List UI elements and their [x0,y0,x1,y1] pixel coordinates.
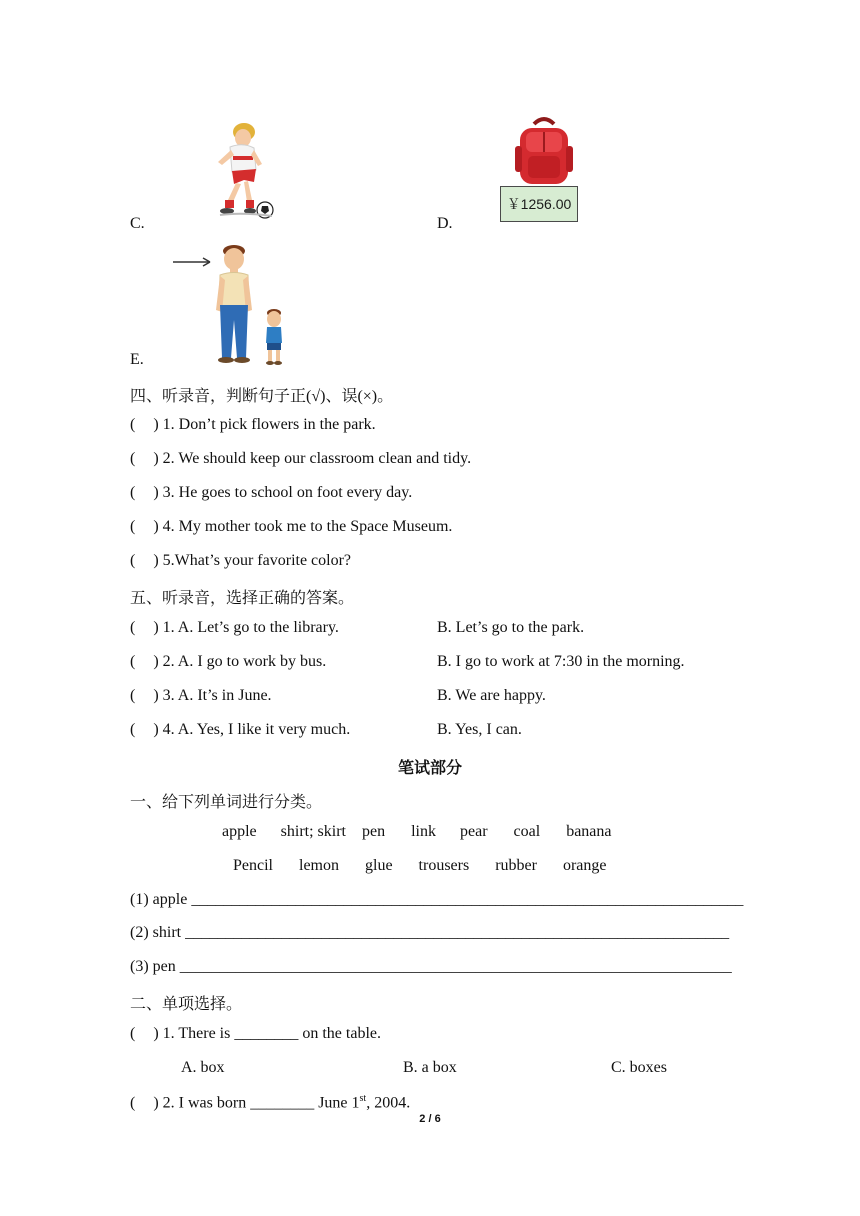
boy-playing-football-icon [206,120,278,220]
answer-paren-open[interactable]: ( [130,552,136,569]
tf-item-1 [130,416,376,434]
word: glue [365,857,393,874]
mc-option-c: C. boxes [611,1059,667,1076]
blank-row-3 [130,958,732,976]
section-5-title: 五、听录音，选择正确的答案。 [130,590,355,607]
answer-paren-close: ) [153,518,159,535]
part-1-title: 一、给下列单词进行分类。 [130,794,323,811]
question-text: 2. I was born ________ June 1 [162,1094,360,1112]
answer-paren-open[interactable]: ( [130,619,136,636]
tf-item-2 [130,450,471,468]
option-label-c: C. [130,215,145,232]
red-backpack-icon [512,116,576,186]
answer-paren-open[interactable]: ( [130,484,136,501]
tf-item-3 [130,484,412,502]
answer-paren-open[interactable]: ( [130,518,136,535]
word: banana [566,823,612,840]
answer-paren-close: ) [153,416,159,433]
answer-paren-close: ) [153,653,159,670]
blank-label: (1) apple [130,891,188,908]
word: link [411,823,436,840]
part-2-title: 二、单项选择。 [130,996,243,1013]
word: coal [513,823,541,840]
answer-paren-close: ) [153,619,159,636]
option-a: 2. A. I go to work by bus. [162,653,327,670]
question-text: 1. There is ________ on the table. [162,1025,381,1042]
choice-item-4 [130,721,350,739]
answer-paren-close: ) [153,687,159,704]
answer-paren-open[interactable]: ( [130,1025,136,1042]
choice-item-3 [130,687,272,705]
answer-paren-open[interactable]: ( [130,721,136,738]
answer-paren-close: ) [153,552,159,569]
answer-paren-open[interactable]: ( [130,450,136,467]
answer-paren-open[interactable]: ( [130,653,136,670]
word: trousers [418,857,470,874]
answer-blank[interactable]: ____________________________________________________________________ [185,924,730,941]
mc-option-a: A. box [181,1059,225,1076]
written-section-title: 笔试部分 [397,760,462,777]
answer-paren-open[interactable]: ( [130,416,136,433]
answer-paren-close: ) [153,721,159,738]
ordinal-suffix: st [359,1093,367,1104]
blank-label: (3) pen [130,958,176,975]
word-bank-row-1 [222,823,612,841]
choice-item-1 [130,619,339,637]
option-b: B. We are happy. [437,687,546,704]
mc-option-b: B. a box [403,1059,457,1076]
option-a: 3. A. It’s in June. [162,687,272,704]
section-4-title: 四、听录音，判断句子正(√)、误(×)。 [130,388,394,405]
answer-blank[interactable]: _____________________________________________________________________ [191,891,744,908]
page-number: 2 / 6 [419,1113,441,1125]
blank-row-1 [130,891,743,909]
option-a: 4. A. Yes, I like it very much. [162,721,351,738]
price-tag: ￥1256.00 [500,186,578,222]
option-b: B. Yes, I can. [437,721,522,738]
option-b: B. Let’s go to the park. [437,619,585,636]
word: Pencil [233,857,273,874]
mc-question-1 [130,1025,381,1043]
sentence-text: 1. Don’t pick flowers in the park. [162,416,376,433]
word: pear [460,823,488,840]
sentence-text: 5.What’s your favorite color? [162,552,352,569]
blank-row-2 [130,924,729,942]
mc-question-2 [130,1093,410,1112]
sentence-text: 4. My mother took me to the Space Museum. [162,518,453,535]
answer-paren-close: ) [153,1094,159,1112]
sentence-text: 2. We should keep our classroom clean and tidy. [162,450,472,467]
option-label-d: D. [437,215,453,232]
word: orange [562,857,607,874]
choice-item-2 [130,653,326,671]
word: pen [362,823,386,840]
answer-paren-open[interactable]: ( [130,1094,136,1112]
word: apple [222,823,257,840]
tf-item-5 [130,552,351,570]
blank-label: (2) shirt [130,924,182,941]
man-and-boy-height-icon [170,240,292,368]
option-a: 1. A. Let’s go to the library. [162,619,339,636]
word-bank-row-2 [233,857,607,875]
option-label-e: E. [130,351,144,368]
word: rubber [495,857,537,874]
answer-paren-close: ) [153,1025,159,1042]
answer-paren-open[interactable]: ( [130,687,136,704]
sentence-text: 3. He goes to school on foot every day. [162,484,413,501]
answer-paren-close: ) [153,450,159,467]
question-text-end: , 2004. [366,1094,411,1112]
word: lemon [299,857,339,874]
tf-item-4 [130,518,452,536]
answer-paren-close: ) [153,484,159,501]
word: shirt; skirt [280,823,346,840]
option-b: B. I go to work at 7:30 in the morning. [437,653,685,670]
answer-blank[interactable]: _____________________________________________________________________ [179,958,732,975]
